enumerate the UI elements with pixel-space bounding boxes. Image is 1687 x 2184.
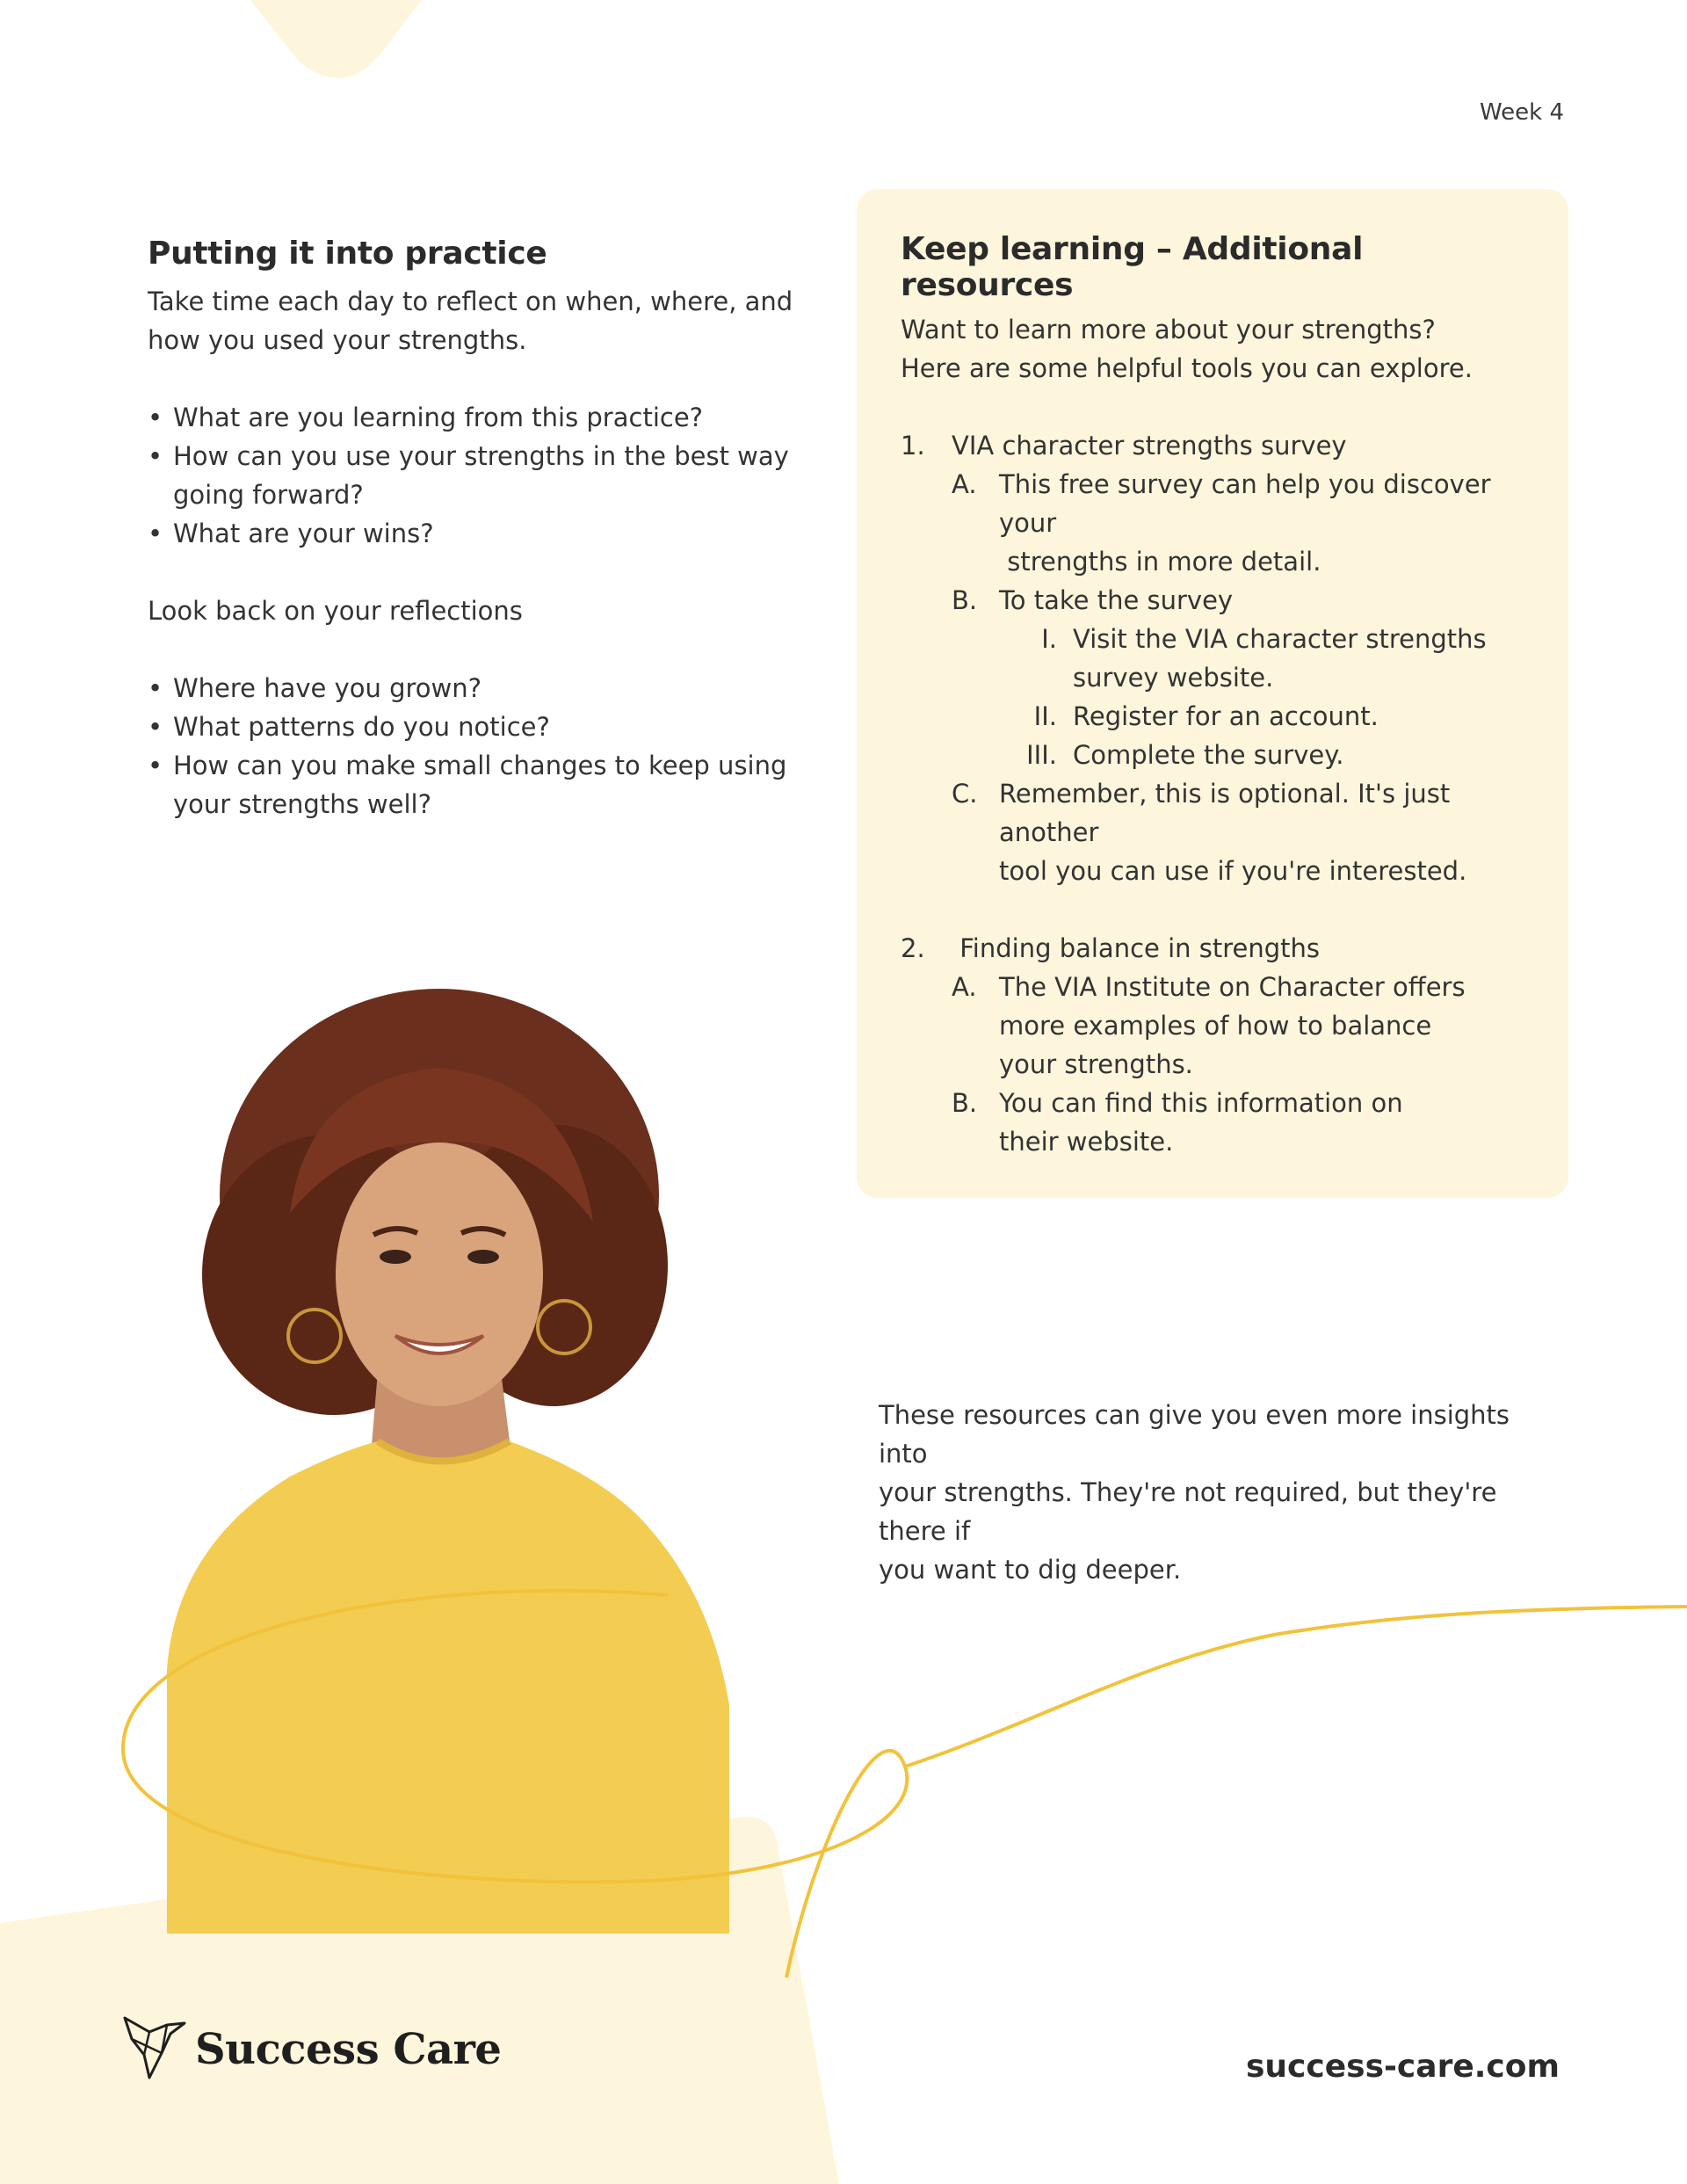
list-item: • What are your wins? bbox=[148, 514, 798, 553]
list-item: C. Remember, this is optional. It's just another tool you can use if you're interested. bbox=[952, 779, 1467, 886]
resources-title: Keep learning – Additional resources bbox=[901, 231, 1364, 303]
list-item: • What are you learning from this practice? bbox=[148, 398, 798, 437]
closing-paragraph: These resources can give you even more insights into your strengths. They're not required, but they're there if you want to dig deeper. bbox=[879, 1400, 1510, 1585]
look-back-text: Look back on your reflections bbox=[148, 596, 523, 626]
list-item: • How can you make small changes to keep using your strengths well? bbox=[148, 746, 798, 824]
list-item: II. Register for an account. bbox=[1033, 701, 1379, 731]
list-item: • How can you use your strengths in the best way going forward? bbox=[148, 437, 798, 514]
resources-intro: Want to learn more about your strengths? Here are some helpful tools you can explore. bbox=[901, 315, 1473, 383]
brand-logo bbox=[123, 2013, 527, 2092]
list-item: A. This free survey can help you discover your strengths in more detail. bbox=[952, 469, 1491, 577]
practice-intro: Take time each day to reflect on when, where, and how you used your strengths. bbox=[148, 287, 793, 355]
list-item: B. To take the survey bbox=[952, 585, 1234, 615]
brand-name: Success Care bbox=[195, 2025, 502, 2074]
list-item: • What patterns do you notice? bbox=[148, 707, 798, 746]
list-item: B. You can find this information on their website. bbox=[952, 1088, 1403, 1157]
website-link[interactable]: success-care.com bbox=[1245, 2049, 1560, 2085]
resource-item-balance: 2. Finding balance in strengths bbox=[901, 933, 1320, 963]
practice-title: Putting it into practice bbox=[148, 236, 547, 272]
list-item: I. Visit the VIA character strengths survey website. bbox=[1041, 624, 1487, 693]
list-item: III. Complete the survey. bbox=[1026, 740, 1344, 770]
list-item: A. The VIA Institute on Character offers more examples of how to balance your strengths. bbox=[952, 972, 1466, 1079]
resource-item-via-survey: 1. VIA character strengths survey bbox=[901, 431, 1347, 461]
list-item: • Where have you grown? bbox=[148, 669, 798, 707]
hummingbird-icon bbox=[123, 2013, 186, 2083]
week-label: Week 4 bbox=[1479, 99, 1564, 126]
